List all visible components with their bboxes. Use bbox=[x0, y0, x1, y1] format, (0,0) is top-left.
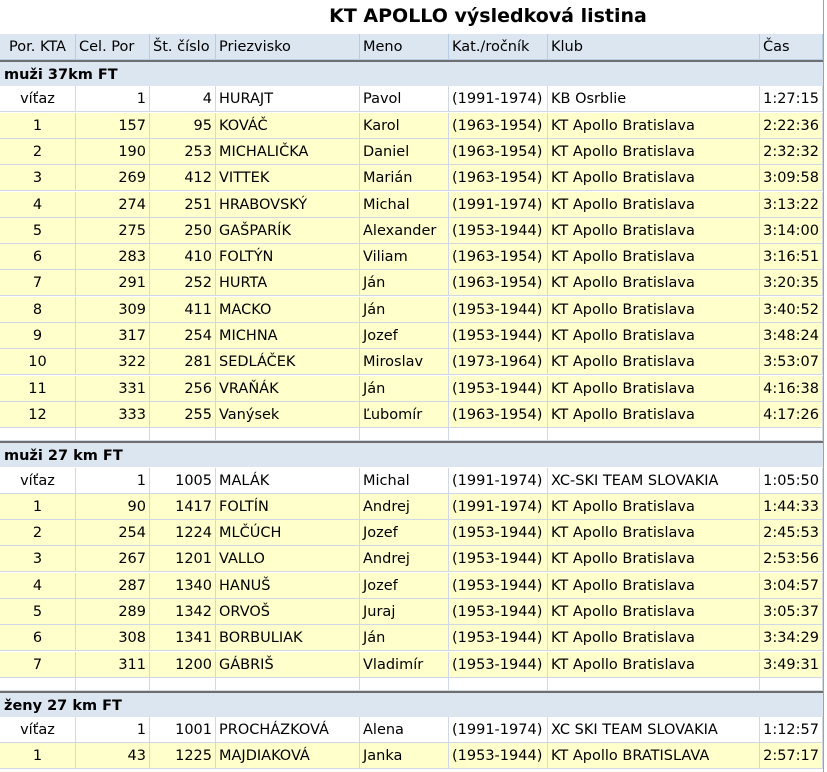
table-row bbox=[0, 139, 827, 165]
rank-cell[interactable]: 7 bbox=[0, 652, 76, 678]
rank-cell[interactable]: 8 bbox=[0, 297, 76, 323]
bib-cell[interactable]: 254 bbox=[150, 323, 216, 349]
table-row bbox=[0, 349, 827, 375]
category-cell[interactable]: (1963-1954) bbox=[449, 270, 548, 296]
section-label[interactable]: muži 37km FT bbox=[0, 60, 823, 86]
overall-cell[interactable]: 90 bbox=[76, 494, 150, 520]
header-cas[interactable]: Čas bbox=[760, 34, 823, 60]
time-cell[interactable]: 3:34:29 bbox=[760, 625, 823, 651]
overall-cell[interactable]: 275 bbox=[76, 218, 150, 244]
firstname-cell[interactable]: Ján bbox=[360, 297, 449, 323]
section-label[interactable]: ženy 27 km FT bbox=[0, 691, 823, 717]
category-cell[interactable]: (1991-1974) bbox=[449, 192, 548, 218]
bib-cell[interactable]: 1342 bbox=[150, 599, 216, 625]
bib-cell[interactable]: 251 bbox=[150, 192, 216, 218]
empty-cell[interactable] bbox=[216, 678, 360, 691]
club-cell[interactable]: KT Apollo Bratislava bbox=[548, 599, 760, 625]
firstname-cell[interactable]: Alexander bbox=[360, 218, 449, 244]
firstname-cell[interactable]: Alena bbox=[360, 717, 449, 743]
surname-cell[interactable]: MICHALIČKA bbox=[216, 139, 360, 165]
empty-cell[interactable] bbox=[548, 678, 760, 691]
rank-cell[interactable]: 11 bbox=[0, 376, 76, 402]
category-cell[interactable]: (1953-1944) bbox=[449, 599, 548, 625]
bib-cell[interactable]: 1200 bbox=[150, 652, 216, 678]
table-row bbox=[0, 546, 827, 572]
table-row bbox=[0, 717, 827, 743]
overall-cell[interactable]: 308 bbox=[76, 625, 150, 651]
table-row bbox=[0, 86, 827, 112]
club-cell[interactable]: KT Apollo Bratislava bbox=[548, 402, 760, 428]
firstname-cell[interactable]: Andrej bbox=[360, 494, 449, 520]
time-cell[interactable]: 2:22:36 bbox=[760, 113, 823, 139]
category-cell[interactable]: (1963-1954) bbox=[449, 165, 548, 191]
rank-cell[interactable]: 1 bbox=[0, 113, 76, 139]
table-row bbox=[0, 297, 827, 323]
table-row bbox=[0, 323, 827, 349]
empty-cell[interactable] bbox=[760, 678, 823, 691]
firstname-cell[interactable]: Karol bbox=[360, 113, 449, 139]
time-cell[interactable]: 3:49:31 bbox=[760, 652, 823, 678]
surname-cell[interactable]: FOLTÍN bbox=[216, 494, 360, 520]
time-cell[interactable]: 3:04:57 bbox=[760, 573, 823, 599]
empty-cell[interactable] bbox=[216, 428, 360, 441]
firstname-cell[interactable]: Ľubomír bbox=[360, 402, 449, 428]
bib-cell[interactable]: 1005 bbox=[150, 468, 216, 494]
category-cell[interactable]: (1953-1944) bbox=[449, 520, 548, 546]
bib-cell[interactable]: 1340 bbox=[150, 573, 216, 599]
firstname-cell[interactable]: Miroslav bbox=[360, 349, 449, 375]
overall-cell[interactable]: 254 bbox=[76, 520, 150, 546]
surname-cell[interactable]: HRABOVSKÝ bbox=[216, 192, 360, 218]
table-row bbox=[0, 520, 827, 546]
category-cell[interactable]: (1953-1944) bbox=[449, 743, 548, 769]
table-row bbox=[0, 165, 827, 191]
category-cell[interactable]: (1953-1944) bbox=[449, 652, 548, 678]
table-row bbox=[0, 599, 827, 625]
table-row bbox=[0, 652, 827, 678]
bib-cell[interactable]: 1224 bbox=[150, 520, 216, 546]
firstname-cell[interactable]: Andrej bbox=[360, 546, 449, 572]
time-cell[interactable]: 3:09:58 bbox=[760, 165, 823, 191]
rank-cell[interactable]: 4 bbox=[0, 192, 76, 218]
time-cell[interactable]: 3:40:52 bbox=[760, 297, 823, 323]
surname-cell[interactable]: GAŠPARÍK bbox=[216, 218, 360, 244]
surname-cell[interactable]: MICHNA bbox=[216, 323, 360, 349]
empty-cell[interactable] bbox=[360, 678, 449, 691]
rank-cell[interactable]: víťaz bbox=[0, 468, 76, 494]
header-kat-rocnik[interactable]: Kat./ročník bbox=[449, 34, 548, 60]
category-cell[interactable]: (1953-1944) bbox=[449, 376, 548, 402]
time-cell[interactable]: 4:17:26 bbox=[760, 402, 823, 428]
time-cell[interactable]: 2:57:17 bbox=[760, 743, 823, 769]
club-cell[interactable]: KT Apollo Bratislava bbox=[548, 139, 760, 165]
rank-cell[interactable]: 6 bbox=[0, 244, 76, 270]
header-meno[interactable]: Meno bbox=[360, 34, 449, 60]
surname-cell[interactable]: HURTA bbox=[216, 270, 360, 296]
category-cell[interactable]: (1953-1944) bbox=[449, 323, 548, 349]
surname-cell[interactable]: PROCHÁZKOVÁ bbox=[216, 717, 360, 743]
category-cell[interactable]: (1991-1974) bbox=[449, 494, 548, 520]
surname-cell[interactable]: MALÁK bbox=[216, 468, 360, 494]
surname-cell[interactable]: VALLO bbox=[216, 546, 360, 572]
empty-cell[interactable] bbox=[449, 428, 548, 441]
bib-cell[interactable]: 1225 bbox=[150, 743, 216, 769]
surname-cell[interactable]: SEDLÁČEK bbox=[216, 349, 360, 375]
club-cell[interactable]: KT Apollo Bratislava bbox=[548, 244, 760, 270]
table-row bbox=[0, 402, 827, 428]
surname-cell[interactable]: VRAŇÁK bbox=[216, 376, 360, 402]
bib-cell[interactable]: 255 bbox=[150, 402, 216, 428]
rank-cell[interactable]: 7 bbox=[0, 270, 76, 296]
header-st-cislo[interactable]: Št. číslo bbox=[150, 34, 216, 60]
time-cell[interactable]: 1:05:50 bbox=[760, 468, 823, 494]
club-cell[interactable]: KT Apollo Bratislava bbox=[548, 218, 760, 244]
table-row bbox=[0, 244, 827, 270]
club-cell[interactable]: XC-SKI TEAM SLOVAKIA bbox=[548, 468, 760, 494]
rank-cell[interactable]: 6 bbox=[0, 625, 76, 651]
overall-cell[interactable]: 1 bbox=[76, 468, 150, 494]
header-klub[interactable]: Klub bbox=[548, 34, 760, 60]
category-cell[interactable]: (1953-1944) bbox=[449, 573, 548, 599]
bib-cell[interactable]: 1201 bbox=[150, 546, 216, 572]
category-cell[interactable]: (1963-1954) bbox=[449, 244, 548, 270]
club-cell[interactable]: KT Apollo Bratislava bbox=[548, 349, 760, 375]
surname-cell[interactable]: BORBULIAK bbox=[216, 625, 360, 651]
overall-cell[interactable]: 331 bbox=[76, 376, 150, 402]
club-cell[interactable]: KT Apollo Bratislava bbox=[548, 494, 760, 520]
table-row bbox=[0, 270, 827, 296]
club-cell[interactable]: KT Apollo Bratislava bbox=[548, 192, 760, 218]
overall-cell[interactable]: 269 bbox=[76, 165, 150, 191]
empty-cell[interactable] bbox=[360, 428, 449, 441]
rank-cell[interactable]: 9 bbox=[0, 323, 76, 349]
bib-cell[interactable]: 1417 bbox=[150, 494, 216, 520]
rank-cell[interactable]: 5 bbox=[0, 599, 76, 625]
empty-cell[interactable] bbox=[0, 678, 76, 691]
surname-cell[interactable]: KOVÁČ bbox=[216, 113, 360, 139]
bib-cell[interactable]: 253 bbox=[150, 139, 216, 165]
surname-cell[interactable]: MACKO bbox=[216, 297, 360, 323]
section-row bbox=[0, 691, 827, 717]
bib-cell[interactable]: 4 bbox=[150, 86, 216, 112]
title-row bbox=[0, 0, 827, 34]
category-cell[interactable]: (1953-1944) bbox=[449, 625, 548, 651]
club-cell[interactable]: KT Apollo Bratislava bbox=[548, 546, 760, 572]
rank-cell[interactable]: 3 bbox=[0, 546, 76, 572]
category-cell[interactable]: (1973-1964) bbox=[449, 349, 548, 375]
surname-cell[interactable]: Vanýsek bbox=[216, 402, 360, 428]
time-cell[interactable]: 3:48:24 bbox=[760, 323, 823, 349]
club-cell[interactable]: KT Apollo Bratislava bbox=[548, 113, 760, 139]
rank-cell[interactable]: 3 bbox=[0, 165, 76, 191]
time-cell[interactable]: 4:16:38 bbox=[760, 376, 823, 402]
overall-cell[interactable]: 291 bbox=[76, 270, 150, 296]
bib-cell[interactable]: 252 bbox=[150, 270, 216, 296]
firstname-cell[interactable]: Viliam bbox=[360, 244, 449, 270]
table-row bbox=[0, 113, 827, 139]
rank-cell[interactable]: 2 bbox=[0, 520, 76, 546]
category-cell[interactable]: (1953-1944) bbox=[449, 218, 548, 244]
category-cell[interactable]: (1991-1974) bbox=[449, 717, 548, 743]
firstname-cell[interactable]: Jozef bbox=[360, 520, 449, 546]
firstname-cell[interactable]: Ján bbox=[360, 625, 449, 651]
club-cell[interactable]: KT Apollo Bratislava bbox=[548, 297, 760, 323]
overall-cell[interactable]: 283 bbox=[76, 244, 150, 270]
overall-cell[interactable]: 1 bbox=[76, 717, 150, 743]
header-priezvisko[interactable]: Priezvisko bbox=[216, 34, 360, 60]
empty-cell[interactable] bbox=[76, 678, 150, 691]
overall-cell[interactable]: 322 bbox=[76, 349, 150, 375]
bib-cell[interactable]: 1341 bbox=[150, 625, 216, 651]
club-cell[interactable]: KT Apollo Bratislava bbox=[548, 652, 760, 678]
sheet-title: KT APOLLO výsledková listina bbox=[329, 5, 647, 27]
surname-cell[interactable]: HURAJT bbox=[216, 86, 360, 112]
firstname-cell[interactable]: Janka bbox=[360, 743, 449, 769]
header-por-kta[interactable]: Por. KTA bbox=[0, 34, 76, 60]
rank-cell[interactable]: víťaz bbox=[0, 86, 76, 112]
time-cell[interactable]: 2:32:32 bbox=[760, 139, 823, 165]
header-row bbox=[0, 34, 827, 60]
club-cell[interactable]: KT Apollo Bratislava bbox=[548, 376, 760, 402]
time-cell[interactable]: 3:14:00 bbox=[760, 218, 823, 244]
category-cell[interactable]: (1963-1954) bbox=[449, 113, 548, 139]
rank-cell[interactable]: 5 bbox=[0, 218, 76, 244]
sheet-right-border bbox=[823, 0, 827, 772]
empty-cell[interactable] bbox=[76, 428, 150, 441]
bib-cell[interactable]: 1001 bbox=[150, 717, 216, 743]
rank-cell[interactable]: 10 bbox=[0, 349, 76, 375]
surname-cell[interactable]: MLČÚCH bbox=[216, 520, 360, 546]
firstname-cell[interactable]: Pavol bbox=[360, 86, 449, 112]
club-cell[interactable]: KT Apollo Bratislava bbox=[548, 573, 760, 599]
spacer-row bbox=[0, 428, 827, 441]
table-row bbox=[0, 192, 827, 218]
club-cell[interactable]: KT Apollo BRATISLAVA bbox=[548, 743, 760, 769]
time-cell[interactable]: 3:16:51 bbox=[760, 244, 823, 270]
overall-cell[interactable]: 1 bbox=[76, 86, 150, 112]
rank-cell[interactable]: 2 bbox=[0, 139, 76, 165]
surname-cell[interactable]: HANUŠ bbox=[216, 573, 360, 599]
club-cell[interactable]: KB Osrblie bbox=[548, 86, 760, 112]
club-cell[interactable]: KT Apollo Bratislava bbox=[548, 323, 760, 349]
overall-cell[interactable]: 289 bbox=[76, 599, 150, 625]
surname-cell[interactable]: VITTEK bbox=[216, 165, 360, 191]
rank-cell[interactable]: 1 bbox=[0, 743, 76, 769]
time-cell[interactable]: 2:45:53 bbox=[760, 520, 823, 546]
category-cell[interactable]: (1991-1974) bbox=[449, 86, 548, 112]
firstname-cell[interactable]: Michal bbox=[360, 192, 449, 218]
overall-cell[interactable]: 317 bbox=[76, 323, 150, 349]
table-row bbox=[0, 468, 827, 494]
rank-cell[interactable]: víťaz bbox=[0, 717, 76, 743]
table-row bbox=[0, 376, 827, 402]
time-cell[interactable]: 3:53:07 bbox=[760, 349, 823, 375]
club-cell[interactable]: KT Apollo Bratislava bbox=[548, 520, 760, 546]
empty-cell[interactable] bbox=[449, 678, 548, 691]
empty-cell[interactable] bbox=[760, 428, 823, 441]
category-cell[interactable]: (1991-1974) bbox=[449, 468, 548, 494]
rank-cell[interactable]: 4 bbox=[0, 573, 76, 599]
empty-cell[interactable] bbox=[0, 428, 76, 441]
table-row bbox=[0, 218, 827, 244]
club-cell[interactable]: KT Apollo Bratislava bbox=[548, 165, 760, 191]
empty-cell[interactable] bbox=[548, 428, 760, 441]
overall-cell[interactable]: 43 bbox=[76, 743, 150, 769]
club-cell[interactable]: XC SKI TEAM SLOVAKIA bbox=[548, 717, 760, 743]
bib-cell[interactable]: 412 bbox=[150, 165, 216, 191]
section-row bbox=[0, 441, 827, 467]
section-row bbox=[0, 60, 827, 86]
bib-cell[interactable]: 410 bbox=[150, 244, 216, 270]
overall-cell[interactable]: 311 bbox=[76, 652, 150, 678]
overall-cell[interactable]: 157 bbox=[76, 113, 150, 139]
surname-cell[interactable]: ORVOŠ bbox=[216, 599, 360, 625]
spacer-row bbox=[0, 678, 827, 691]
firstname-cell[interactable]: Vladimír bbox=[360, 652, 449, 678]
overall-cell[interactable]: 309 bbox=[76, 297, 150, 323]
bib-cell[interactable]: 95 bbox=[150, 113, 216, 139]
table-row bbox=[0, 625, 827, 651]
firstname-cell[interactable]: Ján bbox=[360, 270, 449, 296]
time-cell[interactable]: 3:05:37 bbox=[760, 599, 823, 625]
surname-cell[interactable]: FOLTÝN bbox=[216, 244, 360, 270]
overall-cell[interactable]: 190 bbox=[76, 139, 150, 165]
bib-cell[interactable]: 411 bbox=[150, 297, 216, 323]
overall-cell[interactable]: 274 bbox=[76, 192, 150, 218]
bib-cell[interactable]: 250 bbox=[150, 218, 216, 244]
surname-cell[interactable]: MAJDIAKOVÁ bbox=[216, 743, 360, 769]
table-row bbox=[0, 494, 827, 520]
firstname-cell[interactable]: Marián bbox=[360, 165, 449, 191]
bib-cell[interactable]: 256 bbox=[150, 376, 216, 402]
time-cell[interactable]: 3:13:22 bbox=[760, 192, 823, 218]
firstname-cell[interactable]: Michal bbox=[360, 468, 449, 494]
overall-cell[interactable]: 287 bbox=[76, 573, 150, 599]
time-cell[interactable]: 1:27:15 bbox=[760, 86, 823, 112]
firstname-cell[interactable]: Jozef bbox=[360, 573, 449, 599]
category-cell[interactable]: (1953-1944) bbox=[449, 546, 548, 572]
club-cell[interactable]: KT Apollo Bratislava bbox=[548, 625, 760, 651]
time-cell[interactable]: 3:20:35 bbox=[760, 270, 823, 296]
time-cell[interactable]: 1:44:33 bbox=[760, 494, 823, 520]
firstname-cell[interactable]: Jozef bbox=[360, 323, 449, 349]
firstname-cell[interactable]: Juraj bbox=[360, 599, 449, 625]
time-cell[interactable]: 1:12:57 bbox=[760, 717, 823, 743]
bib-cell[interactable]: 281 bbox=[150, 349, 216, 375]
table-row bbox=[0, 573, 827, 599]
rank-cell[interactable]: 12 bbox=[0, 402, 76, 428]
overall-cell[interactable]: 267 bbox=[76, 546, 150, 572]
surname-cell[interactable]: GÁBRIŠ bbox=[216, 652, 360, 678]
empty-cell[interactable] bbox=[150, 678, 216, 691]
empty-cell[interactable] bbox=[150, 428, 216, 441]
category-cell[interactable]: (1963-1954) bbox=[449, 139, 548, 165]
rank-cell[interactable]: 1 bbox=[0, 494, 76, 520]
section-label[interactable]: muži 27 km FT bbox=[0, 441, 823, 467]
header-cel-por[interactable]: Cel. Por bbox=[76, 34, 150, 60]
firstname-cell[interactable]: Ján bbox=[360, 376, 449, 402]
category-cell[interactable]: (1953-1944) bbox=[449, 297, 548, 323]
table-row bbox=[0, 743, 827, 769]
overall-cell[interactable]: 333 bbox=[76, 402, 150, 428]
firstname-cell[interactable]: Daniel bbox=[360, 139, 449, 165]
category-cell[interactable]: (1963-1954) bbox=[449, 402, 548, 428]
time-cell[interactable]: 2:53:56 bbox=[760, 546, 823, 572]
club-cell[interactable]: KT Apollo Bratislava bbox=[548, 270, 760, 296]
